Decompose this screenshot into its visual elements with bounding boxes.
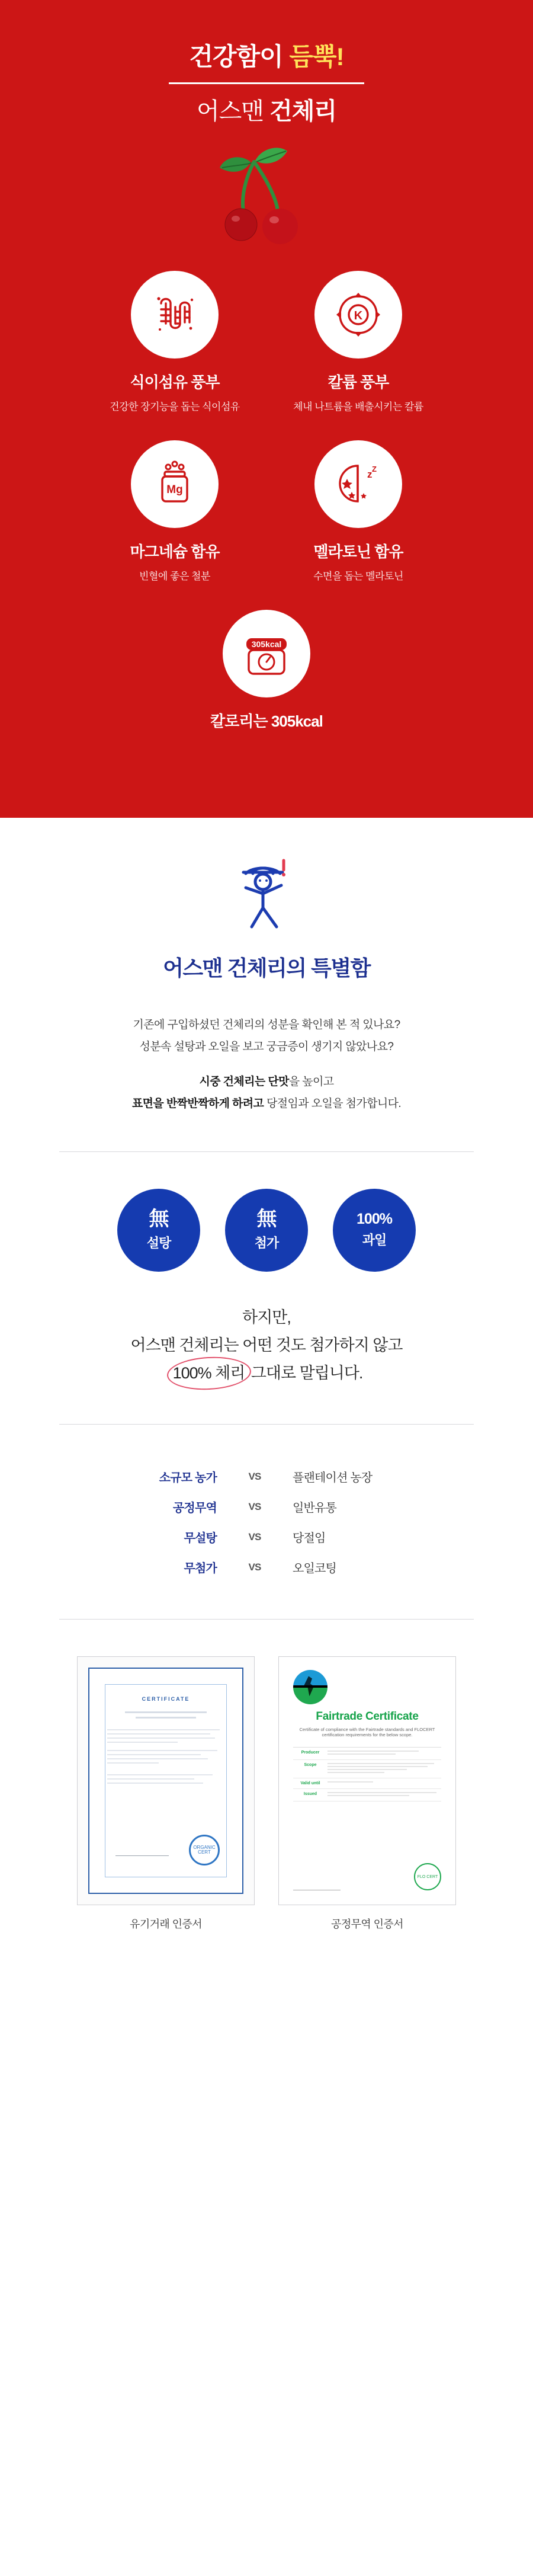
- potassium-symbol: K: [354, 309, 363, 322]
- certificate-fields: [293, 1747, 441, 1801]
- fairtrade-logo-icon: [293, 1670, 327, 1704]
- certificate-seal: FLO CERT: [414, 1863, 441, 1890]
- hero-title-line2-thin: 어스맨: [197, 98, 270, 124]
- certificate-caption: 공정무역 인증서: [331, 1918, 403, 1931]
- statement-block: [0, 1304, 533, 1388]
- hero-title-line1-accent: 듬뿍!: [289, 43, 344, 71]
- intro-line-3: 시중 건체리는 단맛을 높이고: [199, 1075, 334, 1088]
- table-row: [101, 1552, 432, 1582]
- intro-paragraph: [0, 1014, 533, 1115]
- table-row: Issued: [293, 1789, 441, 1801]
- feature-sub: 건강한 장기능을 돕는 식이섬유: [110, 401, 240, 412]
- badge-main: 無: [149, 1208, 169, 1231]
- hero-section: [0, 0, 533, 818]
- detail-section: [0, 818, 533, 1973]
- status-badge: [333, 1189, 416, 1272]
- table-row: Producer: [293, 1748, 441, 1760]
- badge-main: 100%: [357, 1211, 392, 1228]
- certificate-signature: [293, 1880, 341, 1890]
- compare-ours: 공정무역: [172, 1502, 217, 1515]
- compare-ours: 무설탕: [184, 1532, 217, 1545]
- cherries-illustration: [0, 140, 533, 253]
- organic-certificate-icon: [77, 1656, 255, 1905]
- certificate-row: [0, 1656, 533, 1931]
- feature-item-calories: [83, 610, 450, 737]
- feature-heading: 마그네슘 함유: [130, 542, 220, 561]
- feature-heading: 식이섬유 풍부: [130, 373, 220, 391]
- feature-icon-wrap: [131, 271, 219, 359]
- compare-theirs: 플랜테이션 농장: [293, 1471, 373, 1485]
- highlight-ellipse: [166, 1355, 251, 1393]
- table-row: Scope: [293, 1760, 441, 1778]
- calorie-value: 305kcal: [251, 639, 282, 649]
- compare-ours: 무첨가: [184, 1562, 217, 1576]
- intestine-icon: [149, 289, 200, 340]
- badge-row: [0, 1189, 533, 1272]
- table-row: Valid until: [293, 1778, 441, 1789]
- certificate-organic: [77, 1656, 255, 1931]
- divider: [59, 1151, 474, 1152]
- compare-theirs: 일반유통: [293, 1502, 337, 1515]
- cherries-icon: [204, 142, 329, 251]
- certificate-doc-subtitle: Certificate of compliance with the Fairtrade standards and FLOCERT certification requirements for the below scope.: [299, 1727, 435, 1738]
- statement-line-2: 어스맨 건체리는 어떤 것도 첨가하지 않고: [130, 1336, 403, 1354]
- fairtrade-certificate-icon: [278, 1656, 456, 1905]
- feature-icon-wrap: [314, 271, 402, 359]
- status-badge: [117, 1189, 200, 1272]
- sleep-z-symbol: z: [367, 468, 373, 480]
- feature-sub: 체내 나트륨을 배출시키는 칼륨: [293, 401, 423, 412]
- feature-sub: 빈혈에 좋은 철분: [139, 570, 210, 582]
- certificate-seal: ORGANIC CERT: [189, 1835, 220, 1865]
- feature-item-magnesium: [83, 440, 266, 583]
- table-row: [101, 1522, 432, 1552]
- feature-heading: 칼륨 풍부: [327, 373, 389, 391]
- status-badge: [225, 1189, 308, 1272]
- hero-title-line2: [0, 92, 533, 126]
- compare-vs: VS: [248, 1500, 261, 1512]
- melatonin-moon-sleep-icon: [333, 459, 384, 510]
- svg-text:Z: Z: [372, 464, 377, 473]
- feature-sub: 수면을 돕는 멜라토닌: [313, 570, 403, 582]
- earthman-mascot-icon: [222, 853, 311, 936]
- table-row: [101, 1492, 432, 1522]
- badge-sub: 설탕: [146, 1235, 171, 1250]
- intro-line-1: 기존에 구입하셨던 건체리의 성분을 확인해 본 적 있나요?: [133, 1018, 400, 1031]
- feature-heading: 멜라토닌 함유: [313, 542, 403, 561]
- certificate-caption: 유기거래 인증서: [130, 1918, 202, 1931]
- feature-item-melatonin: [266, 440, 450, 583]
- hero-title: [0, 41, 533, 126]
- badge-main: 無: [256, 1208, 277, 1231]
- comparison-table: [101, 1461, 432, 1582]
- compare-theirs: 당절임: [293, 1532, 326, 1545]
- feature-icon-wrap: [131, 440, 219, 528]
- compare-ours: 소규모 농가: [159, 1471, 217, 1485]
- intro-line-4: 표면을 반짝반짝하게 하려고 당절임과 오일을 첨가합니다.: [131, 1097, 402, 1110]
- certificate-doc-title: Fairtrade Certificate: [316, 1710, 419, 1723]
- feature-icon-wrap: [314, 440, 402, 528]
- potassium-cycle-icon: [333, 289, 384, 340]
- compare-theirs: 오일코팅: [293, 1562, 337, 1576]
- hero-title-line1-pre: 건강함이: [189, 43, 290, 71]
- section-title-wrap: [163, 952, 370, 981]
- hero-title-line2-bold: 건체리: [269, 98, 336, 124]
- highlight-text: 100% 체리: [171, 1359, 248, 1387]
- feature-heading: 칼로리는 305kcal: [210, 712, 323, 730]
- statement-line-1: 하지만,: [242, 1308, 291, 1326]
- hero-divider: [169, 82, 364, 84]
- table-row: [101, 1461, 432, 1492]
- compare-vs: VS: [248, 1470, 261, 1482]
- magnesium-jar-icon: [149, 459, 200, 510]
- certificate-signature: [115, 1855, 169, 1856]
- feature-icon-wrap: [223, 610, 310, 697]
- hero-title-line1: [0, 41, 533, 73]
- badge-sub: 첨가: [254, 1235, 279, 1250]
- feature-grid: [83, 271, 450, 764]
- page-title: 어스맨 건체리의 특별함: [163, 955, 370, 980]
- compare-vs: VS: [248, 1561, 261, 1573]
- magnesium-symbol: Mg: [166, 483, 183, 496]
- feature-item-fiber: [83, 271, 266, 413]
- feature-item-potassium: [266, 271, 450, 413]
- intro-line-2: 성분속 설탕과 오일을 보고 궁금증이 생기지 않았나요?: [139, 1040, 394, 1053]
- compare-vs: VS: [248, 1531, 261, 1543]
- badge-sub: 과일: [362, 1232, 387, 1247]
- certificate-doc-title: CERTIFICATE: [142, 1696, 190, 1703]
- mascot-illustration: [0, 853, 533, 936]
- statement-line-3: 100% 체리 그대로 말립니다.: [0, 1359, 533, 1387]
- calorie-scale-icon: [239, 626, 294, 681]
- divider: [59, 1619, 474, 1620]
- certificate-fairtrade: [278, 1656, 456, 1931]
- divider: [59, 1424, 474, 1425]
